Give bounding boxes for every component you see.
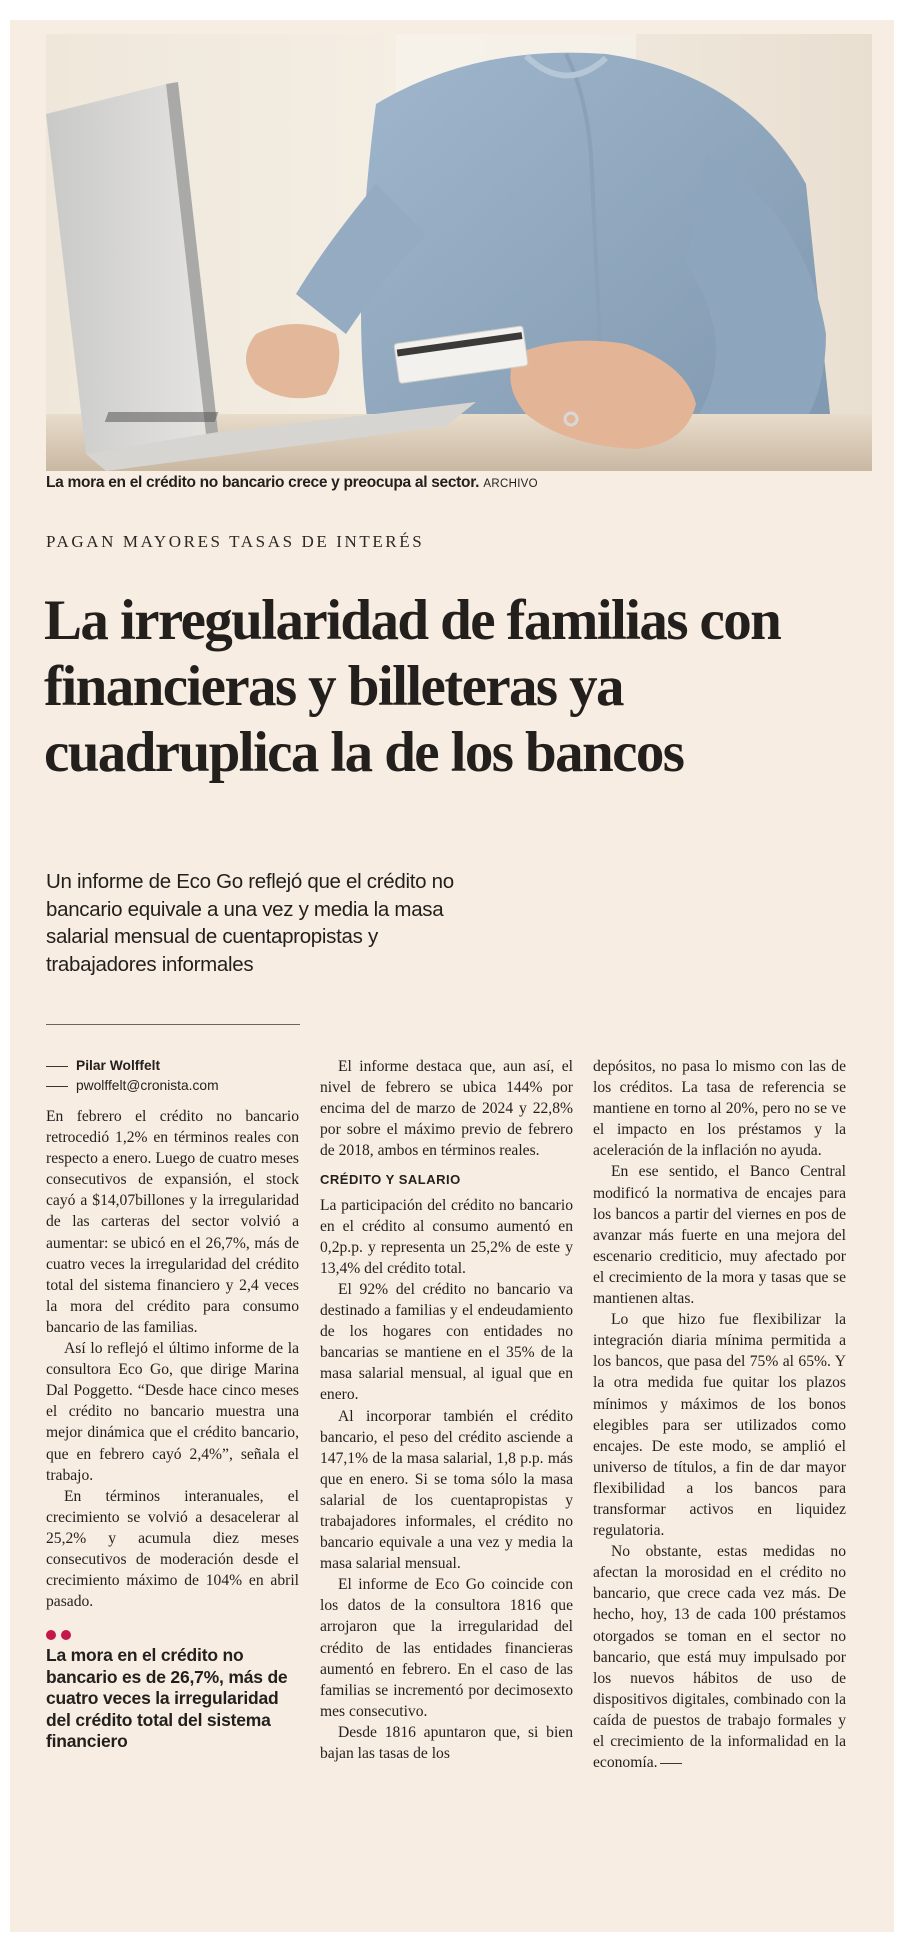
pull-quote-text: La mora en el crédito no bancario es de 26,7%, más de cuatro veces la irregularidad del crédito total del sistema financiero (46, 1645, 288, 1752)
paragraph: El 92% del crédito no bancario va destinado a familias y el endeudamiento de los hogares con entidades no bancarias se mantiene en el 35% de la masa salarial mensual, al igual que en enero. (320, 1280, 573, 1404)
pullquote-dots-icon (46, 1630, 299, 1640)
paragraph: depósitos, no pasa lo mismo con las de los créditos. La tasa de referencia se mantiene en torno al 20%, pero no se ve el impacto en los préstamos y la aceleración de la inflación no ayuda. (593, 1058, 846, 1160)
paragraph: Así lo reflejó el último informe de la consultora Eco Go, que dirige Marina Dal Poggetto. “Desde hace cinco meses el crédito no bancario muestra una mejor dinámica que el crédito bancario, que en febrero cayó 2,4%”, señala el trabajo. (46, 1340, 299, 1484)
paragraph: El informe de Eco Go coincide con los datos de la consultora 1816 que arrojaron que la irregularidad del crédito de las entidades financieras aumentó en febrero. En el caso de las familias se incrementó por decimosexto mes consecutivo. (320, 1576, 573, 1720)
photo-caption (46, 474, 872, 493)
divider (46, 1024, 300, 1025)
paragraph: El informe destaca que, aun así, el nivel de febrero se ubica 144% por encima del de marzo de 2024 y 22,8% por sobre el máximo previo de febrero de 2018, ambos en términos reales. (320, 1058, 573, 1160)
paragraph: Desde 1816 apuntaron que, si bien bajan las tasas de los (320, 1723, 573, 1762)
byline-dash (46, 1086, 68, 1087)
caption-text: La mora en el crédito no bancario crece y preocupa al sector. (46, 474, 480, 491)
laptop-credit-card-photo (46, 34, 872, 471)
author-name: Pilar Wolffelt (76, 1058, 161, 1073)
newspaper-page (10, 20, 894, 1932)
article-column-3 (593, 1056, 846, 1773)
paragraph: Al incorporar también el crédito bancario, el peso del crédito asciende a 147,1% de la masa salarial, 1,8 p.p. más que en enero. Si se toma sólo la masa salarial de los cuentapropistas y trabajadores informales, el crédito no bancario equivale a una vez y media la masa salarial mensual. (320, 1407, 573, 1573)
paragraph: Lo que hizo fue flexibilizar la integración diaria mínima permitida a los bancos, que pasa del 75% al 65%. Y la otra medida fue quitar los plazos mínimos y máximos de los bonos elegibles para ser utilizados como encajes. De este modo, se amplió el universo de títulos, a fin de dar mayor flexibilidad a los bancos para transformar activos en liquidez regulatoria. (593, 1311, 846, 1540)
section-subhead: CRÉDITO Y SALARIO (320, 1172, 461, 1188)
paragraph: En ese sentido, el Banco Central modificó la normativa de encajes para los bancos a partir del viernes en pos de avanzar más fuerte en una mejora del escenario crediticio, muy afectado por el crecimiento de la mora y tasas que se mantienen altas. (593, 1163, 846, 1308)
paragraph: La participación del crédito no bancario en el crédito al consumo aumentó en 0,2p.p. y representa un 25,2% de este y 13,4% del crédito total. (320, 1196, 573, 1277)
pull-quote (46, 1630, 299, 1753)
article-photo (46, 34, 872, 471)
author-email[interactable]: pwolffelt@cronista.com (76, 1078, 219, 1093)
headline: La irregularidad de familias con financieras y billeteras ya cuadruplica la de los bancos (44, 589, 781, 784)
paragraph: En febrero el crédito no bancario retrocedió 1,2% en términos reales con respecto a enero. Luego de cuatro meses consecutivos de expansión, el stock cayó a $14,07billones y la irregularidad de las carteras del sector volvió a aumentar: se ubicó en el 26,7%, más de cuatro veces la irregularidad del crédito total del sistema financiero y 2,4 veces la mora del crédito para consumo bancario de las familias. (46, 1108, 299, 1336)
byline-dash (46, 1066, 68, 1067)
photo-credit: ARCHIVO (483, 478, 538, 490)
article-column-1 (46, 1056, 299, 1753)
end-mark (660, 1763, 682, 1764)
paragraph: No obstante, estas medidas no afectan la morosidad en el crédito no bancario, que crece cada vez más. De hecho, hoy, 13 de cada 100 préstamos otorgados se toman en el sector no bancario, que está muy impulsado por los nuevos hábitos de uso de dispositivos digitales, combinado con la caída de puestos de trabajo formales y el crecimiento de la informalidad en la economía. (593, 1543, 846, 1772)
dek-subtitle: Un informe de Eco Go reflejó que el crédito no bancario equivale a una vez y media la masa salarial mensual de cuentapropistas y trabajadores informales (46, 870, 454, 976)
kicker: PAGAN MAYORES TASAS DE INTERÉS (46, 532, 425, 551)
paragraph: En términos interanuales, el crecimiento se volvió a desacelerar al 25,2% y acumula diez meses consecutivos de moderación desde el crecimiento máximo de 104% en abril pasado. (46, 1487, 299, 1611)
article-column-2 (320, 1056, 573, 1764)
byline (46, 1056, 299, 1096)
